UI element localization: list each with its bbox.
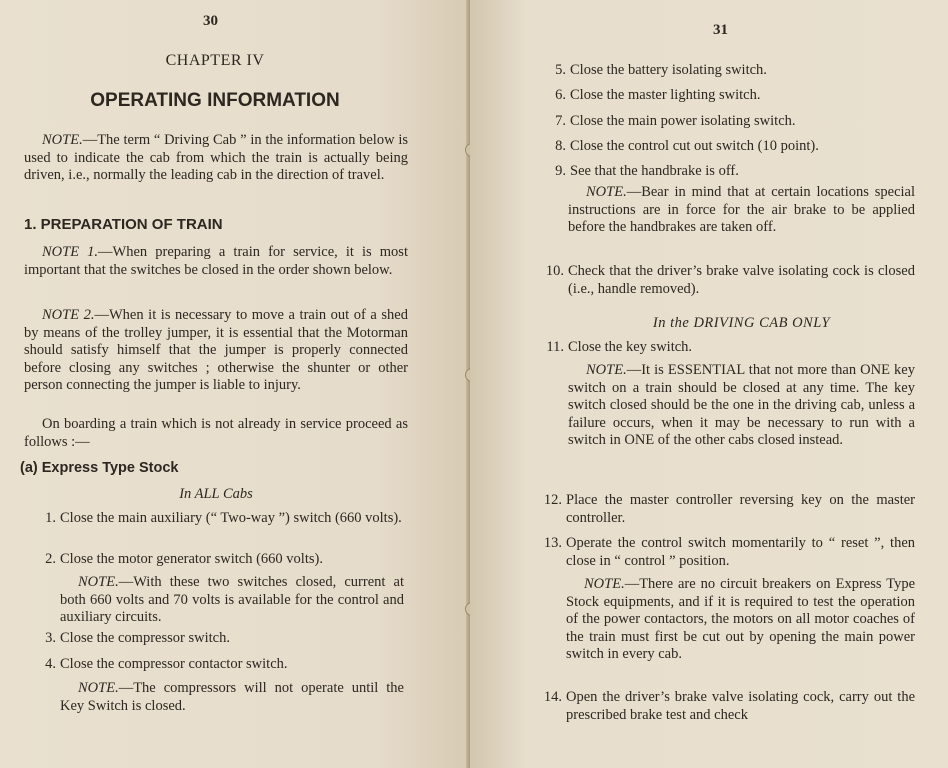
note-label: NOTE. [42,132,83,148]
note-after-item-11 [568,362,915,450]
item-number: 14. [543,689,562,705]
left-page [0,0,470,768]
note-label: NOTE. [78,680,119,696]
note-after-item-9 [568,184,915,237]
note-label: NOTE. [78,574,119,590]
item-text: Place the master controller reversing key on the master controller. [566,492,915,526]
list-item [543,689,915,724]
note-2 [24,307,408,395]
page-title: OPERATING INFORMATION [90,90,340,111]
note-text: —Bear in mind that at certain locations special instructions are in force for the air brake to be applied before the handbrakes are taken off. [568,184,915,235]
list-item [545,263,915,298]
list-item [546,339,915,357]
item-number: 1. [45,510,56,526]
note-label: NOTE. [586,362,627,378]
note-text: —There are no circuit breakers on Express Type Stock equipments, and if it is required to test the operation of the power contactors, the motors on all motor coaches of the train must first be cut out by opening the main power switch in every cab. [566,576,915,662]
item-number: 3. [45,630,56,646]
item-number: 9. [555,163,566,179]
note-label: NOTE 1. [42,244,99,260]
page-number: 30 [203,13,218,29]
list-item [45,510,404,528]
note-after-item-4 [60,680,404,715]
subheading-all-cabs: In ALL Cabs [179,486,253,502]
item-number: 7. [555,113,566,129]
note-text: —With these two switches closed, current at both 660 volts and 70 volts is available for the control and auxiliary circuits. [60,574,404,625]
list-item [555,62,915,80]
boarding-text: On boarding a train which is not already in service proceed as follows :— [24,416,408,450]
item-text: Close the compressor switch. [60,630,230,646]
note-text: —The compressors will not operate until the Key Switch is closed. [60,680,404,714]
intro-note [24,132,408,185]
list-item [45,656,404,674]
item-text: Close the motor generator switch (660 volts). [60,551,323,567]
item-text: Check that the driver’s brake valve isolating cock is closed (i.e., handle removed). [568,263,915,297]
item-text: See that the handbrake is off. [570,163,739,179]
item-number: 2. [45,551,56,567]
note-label: NOTE 2. [42,307,95,323]
subheading-driving-cab: In the DRIVING CAB ONLY [652,315,831,331]
list-item [555,138,915,156]
list-item [543,492,915,527]
list-item [555,113,915,131]
item-number: 13. [543,535,562,551]
item-number: 8. [555,138,566,154]
list-item [543,535,915,570]
item-text: Open the driver’s brake valve isolating cock, carry out the prescribed brake test and check [566,689,915,723]
item-number: 4. [45,656,56,672]
page-number: 31 [713,22,728,38]
note-text: —The term “ Driving Cab ” in the information below is used to indicate the cab from which the train is actually being driven, i.e., normally the leading cab in the direction of travel. [24,132,408,183]
note-after-item-13 [566,576,915,664]
note-label: NOTE. [586,184,627,200]
note-text: —It is ESSENTIAL that not more than ONE key switch on a train should be closed at any time. The key switch closed should be the one in the driving cab, unless a failure occurs, when it may be necessary to run with a switch in ONE of the other cabs closed instead. [568,362,915,448]
right-page [470,0,948,768]
item-text: Close the control cut out switch (10 point). [570,138,819,154]
note-label: NOTE. [584,576,625,592]
item-text: Operate the control switch momentarily to “ reset ”, then close in “ control ” position. [566,535,915,569]
item-number: 6. [555,87,566,103]
list-item [555,87,915,105]
item-number: 12. [543,492,562,508]
list-item [555,163,915,181]
item-text: Close the main power isolating switch. [570,113,796,129]
chapter-label: CHAPTER IV [165,52,265,69]
item-text: Close the main auxiliary (“ Two-way ”) switch (660 volts). [60,510,402,526]
item-text: Close the key switch. [568,339,693,355]
item-number: 10. [545,263,564,279]
item-text: Close the master lighting switch. [570,87,761,103]
note-text: —When preparing a train for service, it is most important that the switches be closed in the order shown below. [24,244,408,278]
list-item [45,551,404,569]
list-item [45,630,404,648]
section-heading: 1. PREPARATION OF TRAIN [24,216,223,233]
note-text: —When it is necessary to move a train out of a shed by means of the trolley jumper, it is essential that the Motorman should satisfy himself that the jumper is properly connected before closing any switches ; otherwise the shunter or other person connecting the jumper is liable to injury. [24,307,408,393]
subsection-heading: (a) Express Type Stock [20,460,179,476]
note-1 [24,244,408,279]
item-text: Close the battery isolating switch. [570,62,767,78]
item-number: 11. [546,339,564,355]
item-number: 5. [555,62,566,78]
item-text: Close the compressor contactor switch. [60,656,288,672]
note-after-item-2 [60,574,404,627]
